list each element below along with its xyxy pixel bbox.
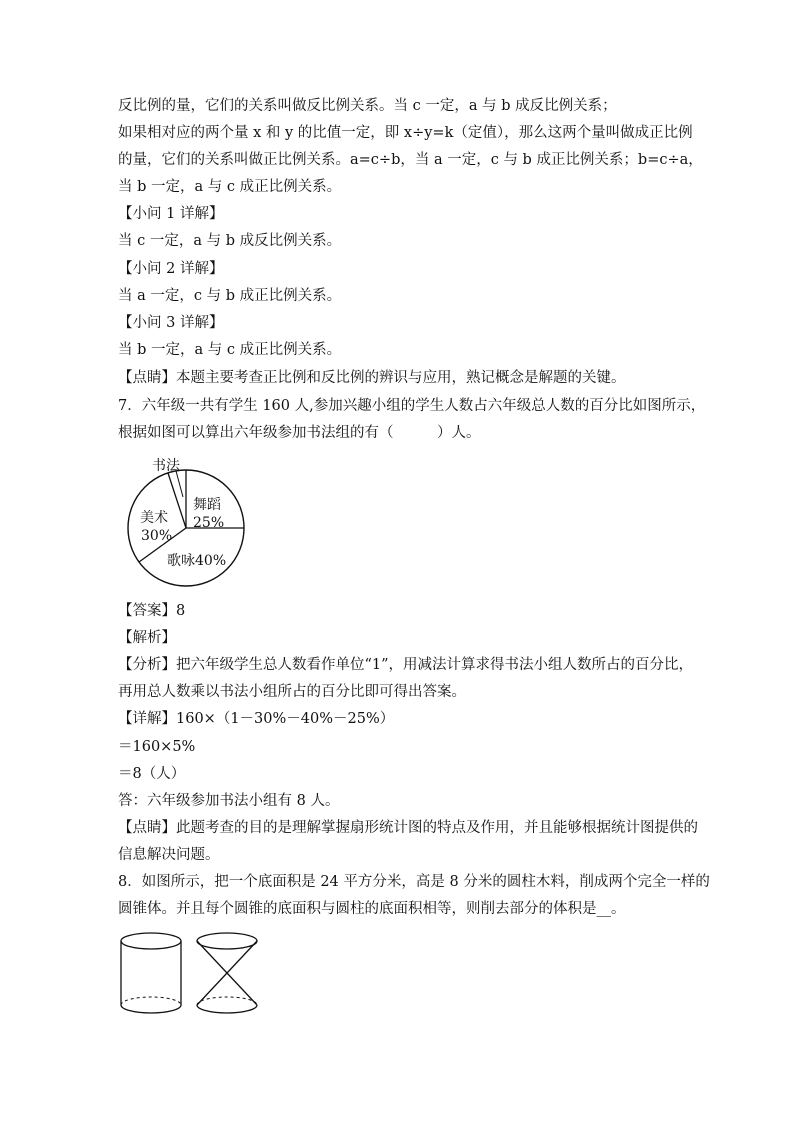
text-line: 【点睛】本题主要考查正比例和反比例的辨识与应用，熟记概念是解题的关键。 xyxy=(118,370,626,386)
section-heading: 【小问 1 详解】 xyxy=(118,206,224,222)
section-heading: 【解析】 xyxy=(118,630,176,646)
answer-line: 【答案】8 xyxy=(118,603,186,619)
text-line: 当 b 一定，a 与 c 成正比例关系。 xyxy=(118,342,342,358)
pie-chart-figure xyxy=(118,452,258,602)
cone-bottom-back xyxy=(197,997,257,1005)
question-7-line: 7．六年级一共有学生 160 人,参加兴趣小组的学生人数占六年级总人数的百分比如图所示， xyxy=(118,398,706,414)
calligraphy-leader-line xyxy=(176,471,183,497)
text-line: 再用总人数乘以书法小组所占的百分比即可得出答案。 xyxy=(118,684,466,700)
text-line: 如果相对应的两个量 x 和 y 的比值一定，即 x÷y=k（定值），那么这两个量叫做成正比例 xyxy=(118,125,693,141)
text-line: 信息解决问题。 xyxy=(118,847,220,863)
label-dance-pct: 25% xyxy=(193,515,225,531)
cylinder-bottom-front xyxy=(121,1005,181,1013)
text-line: 【点睛】此题考查的目的是理解掌握扇形统计图的特点及作用，并且能够根据统计图提供的 xyxy=(118,820,698,836)
label-art: 美术 xyxy=(140,510,168,526)
text-line: 【详解】160×（1－30%－40%－25%） xyxy=(118,711,395,727)
text-line: 的量，它们的关系叫做正比例关系。a=c÷b，当 a 一定，c 与 b 成正比例关系；b=c÷a， xyxy=(118,152,703,168)
cylinder-top xyxy=(121,933,181,949)
section-heading: 【小问 3 详解】 xyxy=(118,315,224,331)
label-dance: 舞蹈 xyxy=(193,497,221,513)
text-line: 答：六年级参加书法小组有 8 人。 xyxy=(118,793,340,809)
label-calligraphy: 书法 xyxy=(152,458,180,474)
question-7-line: 根据如图可以算出六年级参加书法组的有（ ）人。 xyxy=(118,425,481,441)
text-line: ＝160×5% xyxy=(118,739,196,755)
text-line: 当 c 一定，a 与 b 成反比例关系。 xyxy=(118,233,342,249)
label-art-pct: 30% xyxy=(141,528,173,544)
question-8-line: 8．如图所示，把一个底面积是 24 平方分米，高是 8 分米的圆柱木料，削成两个完全一样的 xyxy=(118,874,710,890)
text-line: ＝8（人） xyxy=(118,766,186,782)
text-line: 当 a 一定，c 与 b 成正比例关系。 xyxy=(118,288,342,304)
pie-divider-calligraphy xyxy=(168,473,186,528)
cone-top-base xyxy=(197,933,257,949)
cone-bottom-front xyxy=(197,1005,257,1013)
cylinder-bottom-back xyxy=(121,997,181,1005)
text-line: 【分析】把六年级学生总人数看作单位“1”，用减法计算求得书法小组人数所占的百分比， xyxy=(118,657,694,673)
label-singing: 歌咏40% xyxy=(167,553,227,569)
cylinder-cone-figure xyxy=(115,926,265,1016)
text-line: 反比例的量，它们的关系叫做反比例关系。当 c 一定，a 与 b 成反比例关系； xyxy=(118,98,617,114)
section-heading: 【小问 2 详解】 xyxy=(118,261,224,277)
text-line: 当 b 一定，a 与 c 成正比例关系。 xyxy=(118,179,342,195)
question-8-line: 圆锥体。并且每个圆锥的底面积与圆柱的底面积相等，则削去部分的体积是__。 xyxy=(118,901,626,917)
